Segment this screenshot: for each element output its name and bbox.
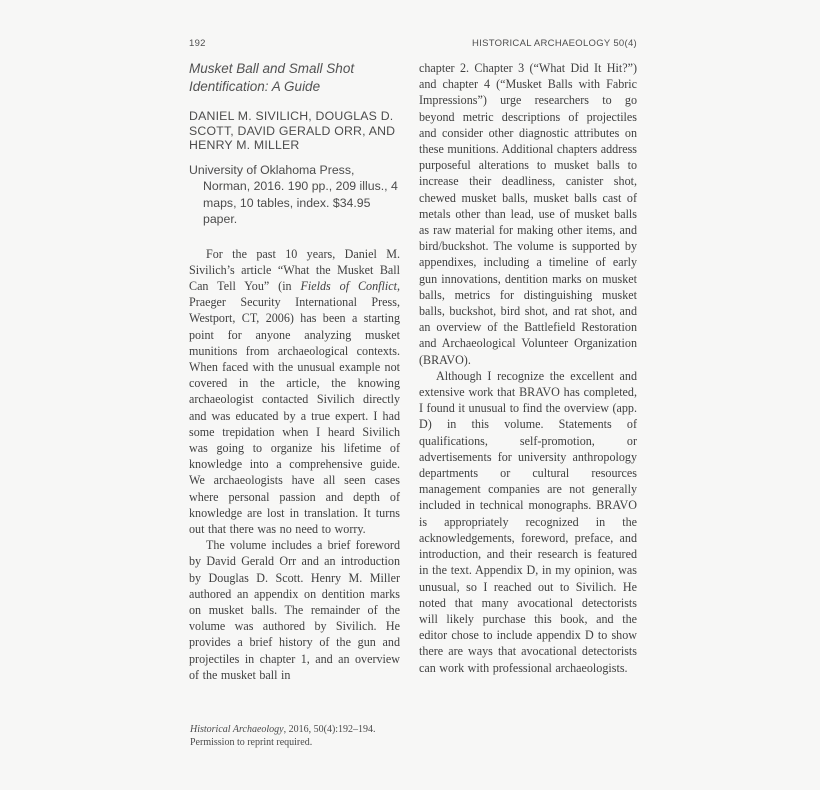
body-paragraph: chapter 2. Chapter 3 (“What Did It Hit?”) and chapter 4 (“Musket Balls with Fabric Impressions”) urge researchers to go beyond metric descriptions of projectiles and consider other diagnostic attributes on these munitions. Additional chapters address purposeful alterations to musket balls to increase their deadliness, canister shot, chewed musket balls, musket balls cast of metals other than lead, use of musket balls as raw material for making other items, and bird/buckshot. The volume is supported by appendixes, including a timeline of early gun innovations, dentition marks on musket balls, metrics for distinguishing musket balls, buckshot, bird shot, and rat shot, and an overview of the Battlefield Restoration and Archaeological Volunteer Organization (BRAVO). [419,61,637,367]
review-content [189,60,637,683]
footer-permission: Permission to reprint required. [190,737,313,748]
footer-citation: Historical Archaeology, 2016, 50(4):192–194. [190,724,376,735]
body-paragraph: Although I recognize the excellent and extensive work that BRAVO has completed, I found it unusual to find the overview (app. D) in this volume. Statements of qualifications, self-promotion, or advertisements for university anthropology departments or cultural resources management companies are not generally included in technical monographs. BRAVO is appropriately recognized in the acknowledgements, foreword, preface, and introduction, and their research is featured in the text. Appendix D, in my opinion, was unusual, so I reached out to Sivilich. He noted that many avocational detectorists will likely purchase this book, and the editor chose to include appendix D to show there are ways that avocational detectorists can work with professional archaeologists. [419,368,637,675]
page-number: 192 [189,38,206,49]
running-header [189,38,637,49]
review-title: Musket Ball and Small Shot Identification: A Guide [189,61,355,94]
page-footer [190,723,376,749]
review-imprint: University of Oklahoma Press, Norman, 2016. 190 pp., 209 illus., 4 maps, 10 tables, index. $34.95 paper. [189,162,398,226]
left-column [189,60,400,683]
journal-running-head: HISTORICAL ARCHAEOLOGY 50(4) [471,38,637,49]
review-authors: DANIEL M. SIVILICH, DOUGLAS D. SCOTT, DAVID GERALD ORR, AND HENRY M. MILLER [189,109,396,152]
body-paragraph: For the past 10 years, Daniel M. Sivilich’s article “What the Musket Ball Can Tell You” (in Fields of Conflict, Praeger Security International Press, Westport, CT, 2006) has been a starting point for anyone analyzing musket munitions from archaeological contexts. When faced with the unusual example not covered in the article, the knowing archaeologist contacted Sivilich directly and was educated by a true expert. I had some trepidation when I heard Sivilich was going to organize his lifetime of knowledge into a comprehensive guide. We archaeologists have all seen cases where personal passion and depth of knowledge are lost in translation. It turns out that there was no need to worry. [189,246,400,536]
right-column [419,60,637,683]
body-paragraph: The volume includes a brief foreword by David Gerald Orr and an introduction by Douglas D. Scott. Henry M. Miller authored an appendix on dentition marks on musket balls. The remainder of the volume was authored by Sivilich. He provides a brief history of the gun and projectiles in chapter 1, and an overview of the musket ball in [189,538,400,682]
